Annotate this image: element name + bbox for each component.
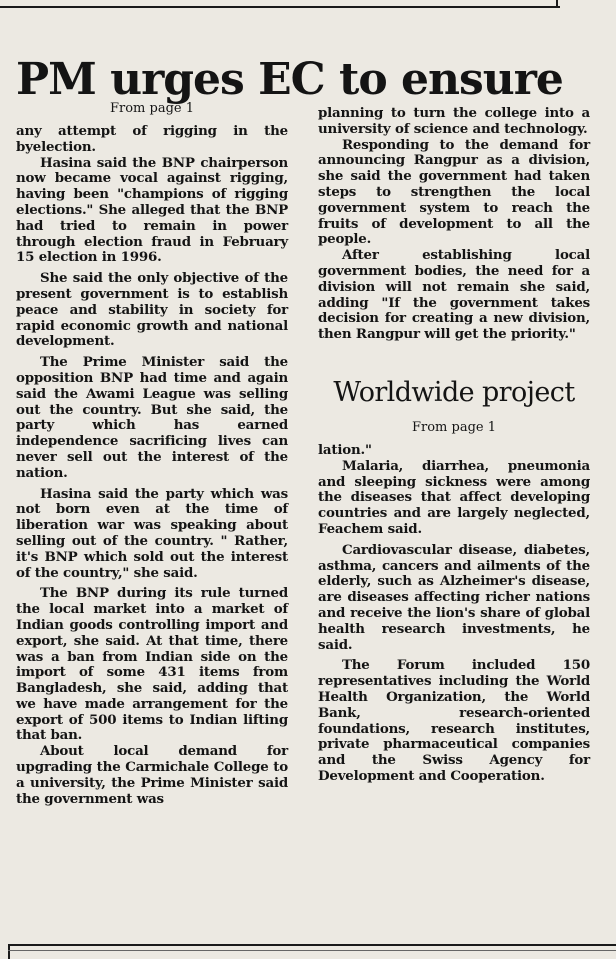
paragraph: The Prime Minister said the opposition BNP had time and again said the Awami League was selling out the country. But she said, the party which has earned independence sacrificing lives can never sell out the interest of the nation. [16, 354, 288, 481]
paragraph: planning to turn the college into a university of science and technology. [318, 105, 590, 137]
bottom-border-rule [8, 944, 616, 946]
story-headline: PM urges EC to ensure [16, 54, 563, 106]
second-story-headline: Worldwide project [333, 376, 575, 408]
paragraph: Responding to the demand for announcing Rangpur as a division, she said the government had taken steps to strengthen the local government system to reach the fruits of development to all the people. [318, 136, 590, 248]
paragraph: Hasina said the BNP chairperson now became vocal against rigging, having been "champions of rigging elections." She alleged that the BNP had tried to remain in power through election fraud in February 15 election in 1996. [16, 154, 288, 266]
paragraph: Hasina said the party which was not born even at the time of liberation war was speaking about selling out of the country. " Rather, it's BNP which sold out the interest of the country," she said. [16, 485, 288, 581]
paragraph: She said the only objective of the present government is to establish peace and stability in society for rapid economic growth and national development. [16, 270, 288, 350]
top-border-corner [556, 0, 558, 8]
paragraph: Malaria, diarrhea, pneumonia and sleeping sickness were among the diseases that affect developing countries and are largely neglected, Feachem said. [318, 457, 590, 537]
right-column [318, 106, 590, 785]
paragraph: About local demand for upgrading the Carmichale College to a university, the Prime Minister said the government was [16, 743, 288, 807]
bottom-left-corner [8, 944, 10, 959]
bottom-thin-rule [8, 950, 616, 951]
paragraph: Cardiovascular disease, diabetes, asthma, cancers and ailments of the elderly, such as Alzheimer's disease, are diseases affecting richer nations and receive the lion's share of global health research investments, he said. [318, 541, 590, 653]
paragraph: any attempt of rigging in the byelection. [16, 123, 288, 155]
top-border-rule [0, 6, 560, 8]
paragraph: After establishing local government bodies, the need for a division will not remain she said, adding "If the government takes decision for creating a new division, then Rangpur will get the priority." [318, 247, 590, 343]
left-column [16, 100, 288, 807]
jump-line: From page 1 [109, 101, 194, 116]
paragraph: lation." [318, 441, 372, 458]
paragraph: The BNP during its rule turned the local market into a market of Indian goods controlling import and export, she said. At that time, there was a ban from Indian side on the import of some 431 items from Bangladesh, she said, adding that we have made arrangement for the export of 500 items to Indian lifting that ban. [16, 585, 288, 744]
jump-line: From page 1 [411, 419, 496, 435]
paragraph: The Forum included 150 representatives including the World Health Organization, the World Bank, research-oriented foundations, research institutes, private pharmaceutical companies and the Swiss Agency for Development and Cooperation. [318, 657, 590, 784]
